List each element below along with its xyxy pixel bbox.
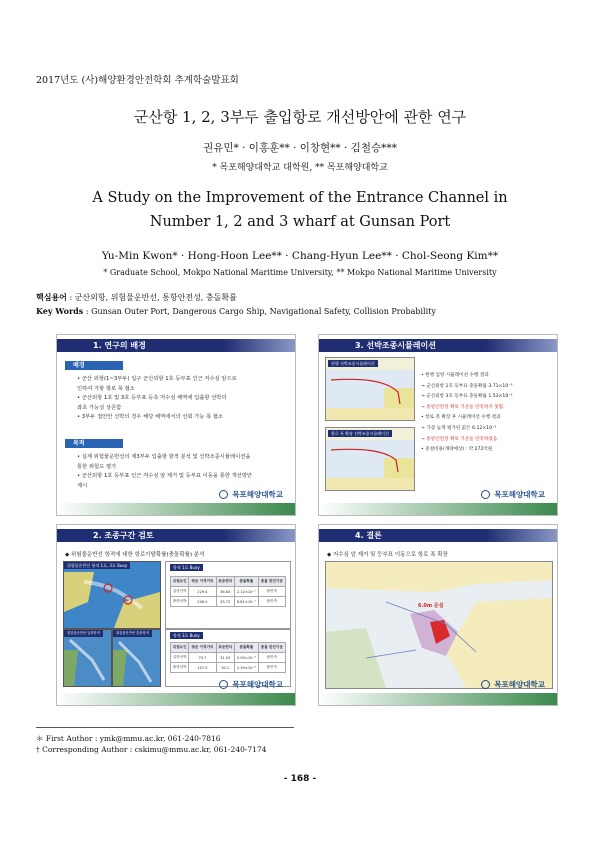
panel-footer-bar xyxy=(57,503,295,515)
panel-footer-bar xyxy=(319,693,557,705)
bullet: • 3부두 접안안 선박의 경우 해당 해역에서의 선회 가능 폭 협소 xyxy=(77,414,224,421)
bullet: 제시 xyxy=(77,482,88,489)
title-english-line2: Number 1, 2 and 3 wharf at Gunsan Port xyxy=(149,214,451,230)
table-caption: 항적 1호 Buoy xyxy=(170,564,203,571)
table-cell: 충돌 판단기준 xyxy=(258,577,285,587)
result-line: → 군산외항 1호 등부표 충돌확률 3.71×10⁻³ xyxy=(421,383,513,389)
map-caption: 위험물운반선 항적 1호, 3호 Buoy xyxy=(64,562,130,569)
keywords-korean-text: : 군산외항, 위험물운반선, 통항안전성, 충돌확률 xyxy=(66,293,237,302)
section2-title: 2. 조종구간 검토 xyxy=(57,529,295,542)
university-seal-icon xyxy=(481,680,490,689)
section4-subtitle: ◆ 저수심 암 제거 및 등부표 이동으로 항로 폭 확장 xyxy=(327,552,448,558)
simulation-results xyxy=(419,371,555,456)
keywords-english-text: : Gunsan Outer Port, Dangerous Cargo Ship, Navigational Safety, Collision Probability xyxy=(83,307,436,316)
collision-table-buoy3 xyxy=(170,642,286,673)
table-cell: 표준편차 xyxy=(216,577,234,587)
panel-maneuvering-review xyxy=(56,524,296,706)
keywords-english-label: Key Words xyxy=(36,306,84,316)
track-map-outbound xyxy=(112,629,161,687)
authors-english: Yu-Min Kwon* · Hong-Hoon Lee** · Chang-Hyun Lee** · Chol-Seong Kim** xyxy=(101,250,499,262)
tag-background: 배경 xyxy=(65,361,123,370)
map-caption: 위험물운반선 입항항적 xyxy=(64,630,103,637)
bullet: • 군산외항 1호 및 3호 등부표 등측 저수심 해역에 입출항 선박의 xyxy=(77,395,227,402)
table-cell: 출항선박 xyxy=(171,663,189,673)
university-seal-icon xyxy=(481,490,490,499)
sim-image-caption: 현행 선박조종시뮬레이션 xyxy=(328,360,378,367)
result-line: → 통항안전성 확보 기준을 만족하지 못함. xyxy=(421,404,505,410)
background-bullets xyxy=(75,375,290,423)
keywords-english xyxy=(36,306,436,316)
table-cell: 8.81×10⁻⁷ xyxy=(234,597,258,607)
sim-image-caption: 항로 폭 확장 선박조종시뮬레이션 xyxy=(328,430,392,437)
university-logo xyxy=(219,488,283,501)
purpose-bullets xyxy=(75,453,290,491)
simulation-image-current xyxy=(325,357,415,421)
panel-ship-simulation xyxy=(318,334,558,516)
table-cell: 208.0 xyxy=(189,597,216,607)
footnote-divider xyxy=(36,727,294,728)
table-cell: 표준편차 xyxy=(216,643,234,653)
table-cell: 위험요인 xyxy=(171,643,189,653)
keywords-korean-label: 핵심용어 xyxy=(36,292,67,302)
bullet: 통한 위험도 평가 xyxy=(77,463,117,470)
page-number: - 168 - xyxy=(283,774,317,784)
track-map-inbound xyxy=(63,629,112,687)
result-line: • 항로 폭 확장 후 시뮬레이션 수행 결과 xyxy=(421,415,501,421)
panel-footer-bar xyxy=(319,503,557,515)
table-cell: 충돌 판단기준 xyxy=(258,643,285,653)
table-cell: 불만족 xyxy=(258,663,285,673)
table-cell: 36.84 xyxy=(216,587,234,597)
university-logo xyxy=(481,678,545,691)
table-cell: 평균 이격거리 xyxy=(189,577,216,587)
footnote-corresponding-author: † Corresponding Author : cskimu@mmu.ac.kr, 061-240-7174 xyxy=(36,745,267,754)
table-cell: 불만족 xyxy=(258,587,285,597)
table-cell: 229.4 xyxy=(189,587,216,597)
bullet: 인하여 가항 항로 폭 협소 xyxy=(77,385,135,392)
table-cell: 31.03 xyxy=(216,653,234,663)
result-line: → 가장 높게 평가된 값은 6.12×10⁻⁵ xyxy=(421,425,497,431)
result-line: → 통항안전성 확보 기준을 만족하였음. xyxy=(421,436,499,442)
table-cell: 79.7 xyxy=(189,653,216,663)
section2-subtitle: ◆ 위험물운반선 항적에 대한 항로이탈확률(충돌확률) 분석 xyxy=(65,552,205,558)
table-header-row xyxy=(171,643,286,653)
chart-map-dredging xyxy=(325,561,553,689)
table-header-row xyxy=(171,577,286,587)
table-cell: 불만족 xyxy=(258,597,285,607)
simulation-track-graphic xyxy=(326,358,414,420)
title-english-line1: A Study on the Improvement of the Entrance Channel in xyxy=(92,190,508,206)
authors-korean: 권유민* · 이홍훈** · 이창현** · 김철승*** xyxy=(203,142,397,154)
table-caption: 항적 3호 Buoy xyxy=(170,632,203,639)
section3-title: 3. 선박조종시뮬레이션 xyxy=(319,339,557,352)
table-cell: 평균 이격거리 xyxy=(189,643,216,653)
university-seal-icon xyxy=(219,490,228,499)
dredging-label: 6.0m 준설 xyxy=(418,603,444,609)
table-cell: 5.09×10⁻³ xyxy=(234,653,258,663)
result-line: • 준설비용(개략예상) : 약 272억원 xyxy=(421,447,493,453)
affiliation-english: * Graduate School, Mokpo National Maritime University, ** Mokpo National Maritime University xyxy=(103,268,497,277)
university-logo xyxy=(481,488,545,501)
simulation-image-widened xyxy=(325,427,415,491)
keywords-korean xyxy=(36,292,237,303)
logo-text: 목포해양대학교 xyxy=(232,490,283,499)
table-cell: 30.1 xyxy=(216,663,234,673)
bullet: 좌초 가능성 상존함 xyxy=(77,404,122,411)
table-row xyxy=(171,653,286,663)
collision-table-buoy1 xyxy=(170,576,286,607)
bullet: • 군산외항 1호 등부표 인근 저수심 암 제거 및 등부표 이동을 통한 개선방안 xyxy=(77,473,253,480)
table-cell: 충돌확률 xyxy=(234,643,258,653)
table-cell: 33.72 xyxy=(216,597,234,607)
result-line: → 군산외항 3호 등부표 충돌확률 1.53×10⁻³ xyxy=(421,394,513,400)
bullet: • 실제 위험물운반선의 제3부두 입출항 항적 분석 및 선박조종시뮬레이션을 xyxy=(77,454,251,460)
bullet: • 군산 외항(1~3부두) 입구 군산외항 1호 등부표 인근 저수심 암으로 xyxy=(77,376,237,382)
table-cell: 107.5 xyxy=(189,663,216,673)
university-seal-icon xyxy=(219,680,228,689)
table-cell: 2.12×10⁻⁷ xyxy=(234,587,258,597)
section4-title: 4. 결론 xyxy=(319,529,557,542)
affiliation-korean: * 목포해양대학교 대학원, ** 목포해양대학교 xyxy=(212,163,388,173)
panel-conclusion xyxy=(318,524,558,706)
table-cell: 입항선박 xyxy=(171,653,189,663)
track-map-graphic xyxy=(113,630,160,686)
track-map-graphic xyxy=(64,630,111,686)
table-cell: 입항선박 xyxy=(171,587,189,597)
logo-text: 목포해양대학교 xyxy=(232,680,283,689)
table-cell: 불만족 xyxy=(258,653,285,663)
nautical-chart-graphic xyxy=(326,562,552,688)
title-korean: 군산항 1, 2, 3부두 출입항로 개선방안에 관한 연구 xyxy=(133,108,467,126)
panel-research-background xyxy=(56,334,296,516)
conference-header: 2017년도 (사)해양환경안전학회 추계학술발표회 xyxy=(36,75,239,86)
university-logo xyxy=(219,678,283,691)
table-cell: 위험요인 xyxy=(171,577,189,587)
table-row xyxy=(171,587,286,597)
track-map-buoys xyxy=(63,561,161,629)
table-buoy1-box xyxy=(165,561,291,629)
table-row xyxy=(171,663,286,673)
tag-purpose: 목적 xyxy=(65,439,123,448)
table-cell: 출항선박 xyxy=(171,597,189,607)
panel-footer-bar xyxy=(57,693,295,705)
table-cell: 충돌확률 xyxy=(234,577,258,587)
section1-title: 1. 연구의 배경 xyxy=(57,339,295,352)
logo-text: 목포해양대학교 xyxy=(494,680,545,689)
table-cell: 2.39×10⁻³ xyxy=(234,663,258,673)
table-row xyxy=(171,597,286,607)
track-map-graphic xyxy=(64,562,160,628)
map-caption: 위험물운반선 출항항적 xyxy=(113,630,152,637)
result-line: • 현행 입항 시뮬레이션 수행 결과 xyxy=(421,373,489,378)
footnote-first-author: ＊ First Author : ymk@mmu.ac.kr, 061-240-7816 xyxy=(36,734,221,743)
logo-text: 목포해양대학교 xyxy=(494,490,545,499)
simulation-track-graphic xyxy=(326,428,414,490)
